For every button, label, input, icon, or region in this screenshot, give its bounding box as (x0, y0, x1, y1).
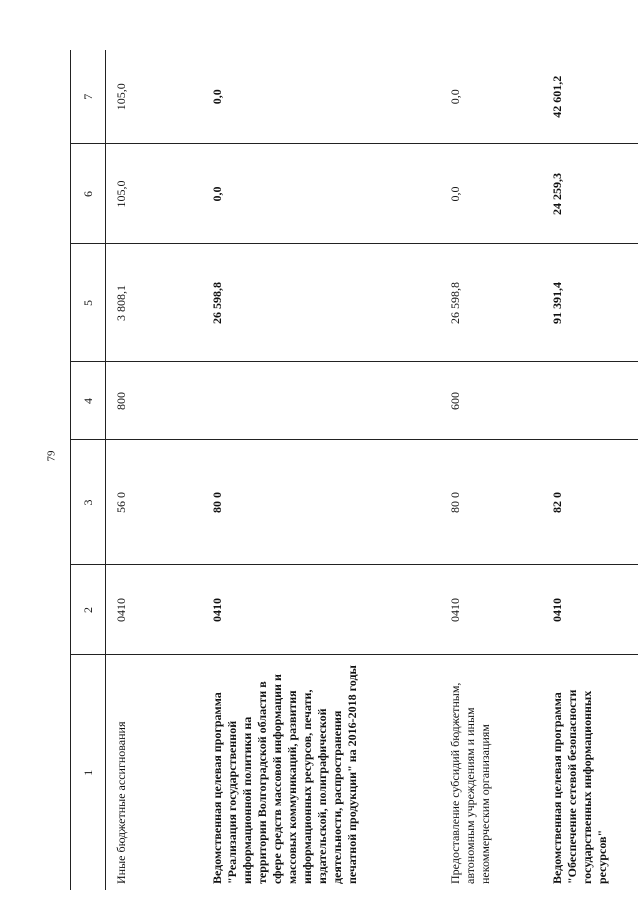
row-amount-2018: 42 601,2 (542, 50, 638, 144)
row-program-code: 56 0 (106, 440, 203, 565)
row-amount-2016: 26 598,8 (440, 244, 542, 362)
budget-table (70, 50, 638, 890)
header-col-2: 2 (71, 565, 106, 655)
header-col-1: 1 (71, 655, 106, 890)
row-amount-2016: 26 598,8 (202, 244, 440, 362)
row-amount-2017: 24 259,3 (542, 144, 638, 244)
table-row (542, 50, 638, 890)
row-name: Иные бюджетные ассигнования (114, 721, 128, 884)
row-amount-2016: 91 391,4 (542, 244, 638, 362)
row-amount-2018: 0,0 (202, 50, 440, 144)
page-number (41, 449, 61, 463)
row-amount-2018: 0,0 (440, 50, 542, 144)
row-expense-type (202, 362, 440, 440)
table-row (440, 50, 542, 890)
table-header-row (71, 50, 106, 890)
row-amount-2016: 3 808,1 (106, 244, 203, 362)
row-name: Ведомственная целевая программа "Реализация государственной информационной политики на территории Волгоградской области в сфере средств массовой информации и массовых коммуникаций, развития информационных ресурсов, печати, издательской, полиграфической деятельности, распространения печатной продукции" на 2016-2018 годы (210, 665, 359, 884)
header-col-5: 5 (71, 244, 106, 362)
row-amount-2017: 0,0 (440, 144, 542, 244)
row-program-code: 82 0 (542, 440, 638, 565)
budget-table-container (70, 50, 609, 890)
row-amount-2017: 0,0 (202, 144, 440, 244)
row-amount-2017: 105,0 (106, 144, 203, 244)
row-section-code: 0410 (542, 565, 638, 655)
table-row (202, 50, 440, 890)
row-expense-type (542, 362, 638, 440)
header-col-6: 6 (71, 144, 106, 244)
table-row (106, 50, 203, 890)
row-amount-2018: 105,0 (106, 50, 203, 144)
row-expense-type: 600 (440, 362, 542, 440)
row-section-code: 0410 (440, 565, 542, 655)
row-program-code: 80 0 (440, 440, 542, 565)
header-col-4: 4 (71, 362, 106, 440)
row-program-code: 80 0 (202, 440, 440, 565)
header-col-3: 3 (71, 440, 106, 565)
header-col-7: 7 (71, 50, 106, 144)
row-name: Предоставление субсидий бюджетным, автономным учреждениям и иным некоммерческим организациям (448, 682, 492, 884)
row-section-code: 0410 (106, 565, 203, 655)
row-expense-type: 800 (106, 362, 203, 440)
rotated-table-frame (70, 50, 609, 890)
row-name: Ведомственная целевая программа "Обеспечение сетевой безопасности государственных информационных ресурсов" (550, 689, 609, 884)
row-section-code: 0410 (202, 565, 440, 655)
page-number-text: 79 (45, 450, 57, 462)
